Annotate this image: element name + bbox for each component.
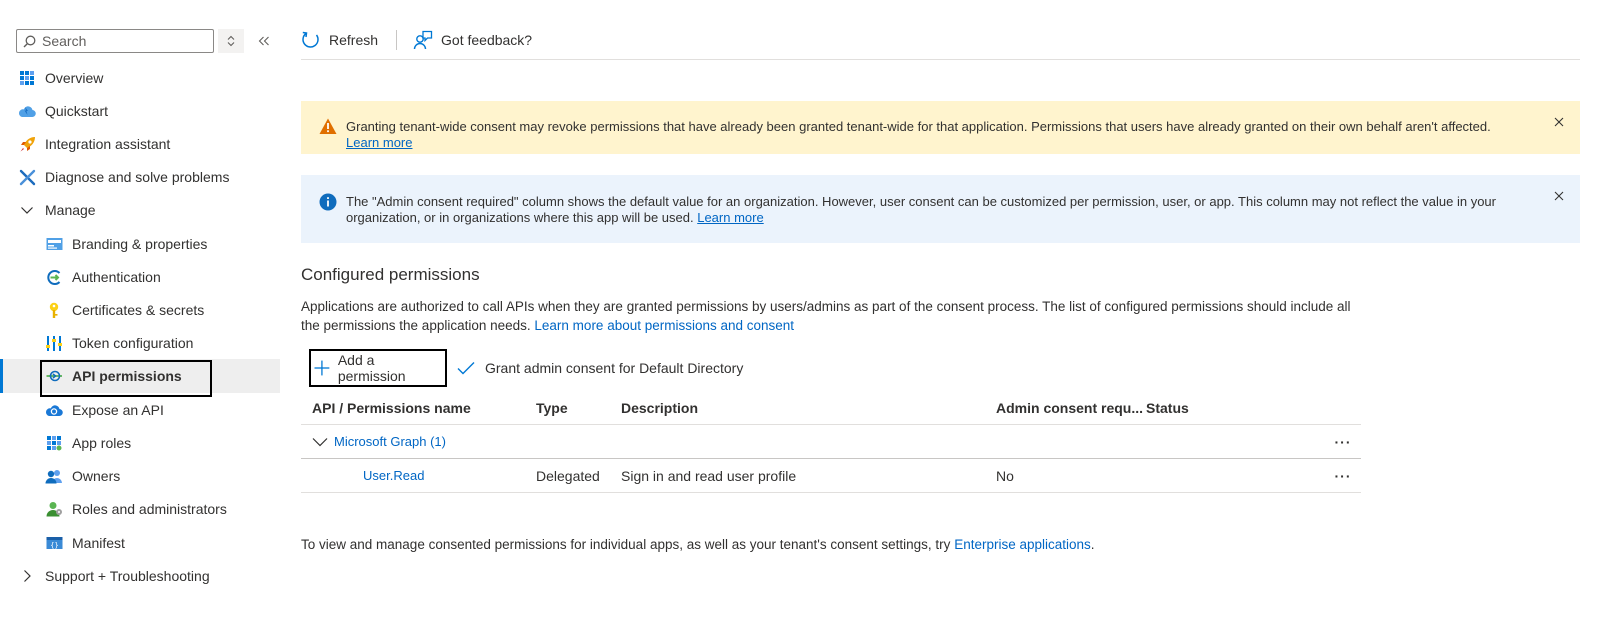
nav-item-diagnose[interactable] [0,160,280,194]
up-down-chevron-icon [226,35,236,47]
nav-item-label: API permissions [72,368,182,384]
warning-banner-text [346,119,1526,151]
nav-item-label: Manage [45,202,96,218]
authentication-icon [45,268,63,286]
token-bars-icon [45,334,63,352]
feedback-button[interactable] [413,26,532,54]
table-row [301,459,1361,493]
nav-item-label: Roles and administrators [72,501,227,517]
refresh-button[interactable] [301,26,378,54]
permissions-table [301,391,1361,493]
resource-menu [0,0,280,638]
nav-group-support[interactable] [0,559,280,593]
chevron-down-icon [312,437,328,447]
grant-admin-consent-button[interactable] [457,356,743,380]
warning-close-button[interactable] [1552,115,1566,129]
nav-item-label: Overview [45,70,104,86]
column-header-name[interactable]: API / Permissions name [312,399,471,416]
warning-learn-more-link[interactable]: Learn more [346,135,413,150]
nav-item-label: Expose an API [72,402,164,418]
manifest-icon [45,534,63,552]
info-banner-text [346,194,1526,226]
section-description [301,297,1361,335]
overview-grid-icon [18,69,36,87]
api-group-name: Microsoft Graph (1) [334,434,446,449]
info-message: The "Admin consent required" column shows the default value for an organization. However, user consent can be customized per permission, user, or app. This column may not reflect the value in your organization, or in organizations where this app will be used. [346,194,1496,225]
column-header-admin-consent[interactable]: Admin consent requ... [996,399,1144,416]
nav-item-label: Integration assistant [45,136,171,152]
chevron-right-icon [18,567,36,585]
api-group-link[interactable] [312,434,446,449]
permission-name-cell [312,459,424,492]
info-close-button[interactable] [1552,189,1566,203]
nav-item-app-roles[interactable] [0,426,280,460]
key-icon [45,301,63,319]
feedback-label: Got feedback? [441,32,533,48]
warning-banner [301,101,1580,154]
nav-item-owners[interactable] [0,459,280,493]
info-banner [301,175,1580,243]
nav-item-certificates[interactable] [0,293,280,327]
enterprise-applications-link[interactable]: Enterprise applications [954,537,1091,552]
double-chevron-left-icon [258,36,270,46]
expose-api-cloud-icon [45,401,63,419]
close-icon [1554,117,1564,127]
nav-item-branding[interactable] [0,227,280,261]
column-header-status[interactable]: Status [1146,399,1189,416]
nav-item-label: Certificates & secrets [72,302,205,318]
nav-item-quickstart[interactable] [0,94,280,128]
roles-person-icon [45,500,63,518]
svg-text:{}: {} [49,541,59,550]
sort-toggle-button[interactable] [218,29,244,53]
api-group-row [301,425,1361,459]
nav-item-label: Authentication [72,269,161,285]
nav-item-label: Branding & properties [72,236,208,252]
info-learn-more-link[interactable]: Learn more [697,210,764,225]
close-icon [1554,191,1564,201]
nav-item-roles-admins[interactable] [0,492,280,526]
nav-item-expose-api[interactable] [0,393,280,427]
grant-admin-consent-label: Grant admin consent for Default Directory [485,360,744,376]
highlight-frame [40,360,212,397]
nav-item-overview[interactable] [0,61,280,95]
permission-admin-consent: No [996,467,1014,484]
rocket-icon [18,135,36,153]
permission-name-link[interactable]: User.Read [363,468,425,483]
nav-item-label: Token configuration [72,335,194,351]
permission-type: Delegated [536,467,600,484]
nav-item-label: Support + Troubleshooting [45,568,210,584]
nav-item-label: App roles [72,435,132,451]
add-permission-label: Add a permission [337,352,406,384]
toolbar-divider [396,30,397,50]
nav-item-label: Manifest [72,535,125,551]
wrench-icon [18,168,36,186]
learn-more-permissions-link[interactable]: Learn more about permissions and consent [534,318,795,333]
checkmark-icon [457,361,475,375]
nav-item-authentication[interactable] [0,260,280,294]
footer-suffix: . [1090,537,1095,552]
warning-message: Granting tenant-wide consent may revoke permissions that have already been granted tenant-wide for that application. Permissions that users have already granted on their own behalf aren't affected. [346,119,1491,134]
column-header-description[interactable]: Description [621,399,699,416]
footer-text: To view and manage consented permissions for individual apps, as well as your tenant's consent settings, try [301,537,951,552]
nav-item-label: Diagnose and solve problems [45,169,230,185]
row-more-options-button[interactable]: ··· [1334,467,1352,484]
group-more-options-button[interactable]: ··· [1334,433,1352,450]
search-box[interactable] [16,29,214,53]
permission-description: Sign in and read user profile [621,467,797,484]
nav-item-token-configuration[interactable] [0,326,280,360]
owners-people-icon [45,467,63,485]
info-circle-icon [319,193,337,211]
add-permission-button[interactable] [309,349,447,387]
search-icon [23,35,36,48]
branding-card-icon [45,235,63,253]
refresh-icon [301,30,321,50]
api-group-toggle[interactable] [312,425,446,458]
section-description-text: Applications are authorized to call APIs when they are granted permissions by users/admins as part of the consent process. The list of configured permissions should include all the permissions the application needs. [301,299,1351,333]
toolbar-divider-line [301,59,1580,60]
app-roles-grid-icon [45,434,63,452]
footer-note [301,537,1095,552]
nav-item-integration-assistant[interactable] [0,127,280,161]
plus-icon [314,360,330,376]
search-input[interactable] [42,33,202,49]
warning-triangle-icon [319,118,337,136]
table-header-row [301,391,1361,425]
section-title: Configured permissions [301,265,480,284]
command-bar [301,26,532,54]
chevron-down-icon [18,201,36,219]
nav-item-label: Quickstart [45,103,109,119]
collapse-menu-button[interactable] [254,30,274,52]
quickstart-cloud-icon [18,102,36,120]
refresh-label: Refresh [329,32,379,48]
feedback-person-icon [413,30,433,50]
active-indicator [0,359,3,393]
column-header-type[interactable]: Type [536,399,568,416]
nav-item-label: Owners [72,468,121,484]
nav-group-manage[interactable] [0,193,280,227]
nav-item-manifest[interactable] [0,526,280,560]
